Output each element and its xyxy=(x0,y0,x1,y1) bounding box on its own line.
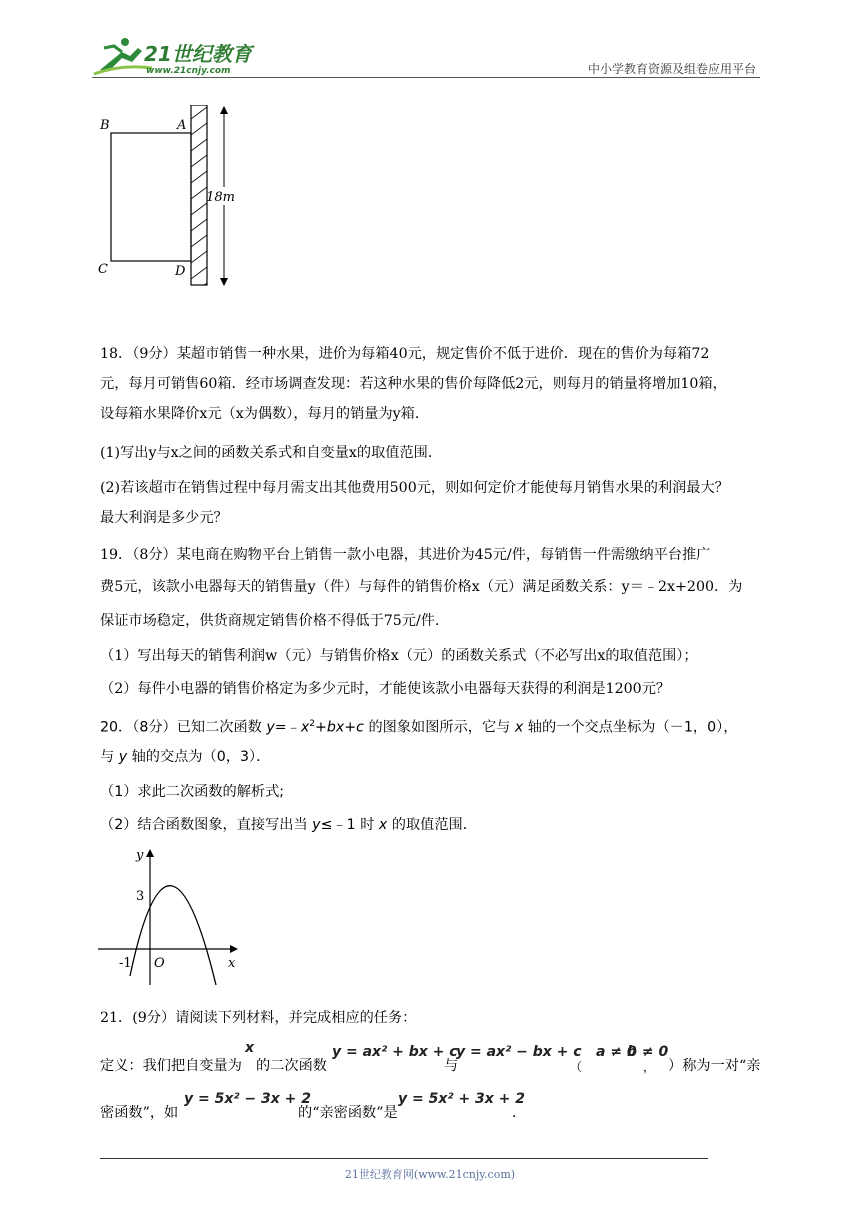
q18-line-6: 最大利润是多少元？ xyxy=(100,510,228,526)
q19-line-3: 保证市场稳定，供货商规定销售价格不得低于75元/件． xyxy=(100,613,450,629)
wall xyxy=(191,105,207,285)
q21-line-3-start: 密函数”，如 xyxy=(100,1105,179,1121)
wall-hatching xyxy=(191,107,207,295)
formula-4: y = 5x² + 3x + 2 xyxy=(398,1091,525,1107)
header-divider xyxy=(92,77,760,78)
footer-text: 21世纪教育网(www.21cnjy.com) xyxy=(344,1168,516,1181)
x-axis-arrow-icon xyxy=(230,945,238,953)
page-header xyxy=(92,30,760,78)
label-a: A xyxy=(177,118,187,133)
condition-a: a ≠ 0 xyxy=(596,1044,637,1060)
label-y: y xyxy=(136,848,144,863)
q19-line-1: 19．（8分）某电商在购物平台上销售一款小电器，其进价为45元/件，每销售一件需缴纳平台推广 xyxy=(100,547,711,563)
condition-b: b ≠ 0 xyxy=(627,1044,669,1060)
formula-3: y = 5x² − 3x + 2 xyxy=(184,1091,311,1107)
fence-wall-figure xyxy=(95,105,245,300)
q20-line-2: 与 y 轴的交点为（0，3）． xyxy=(100,749,271,765)
q21-line-3-mid: 的“亲密函数”是 xyxy=(298,1105,398,1121)
arrow-down-icon xyxy=(220,278,228,286)
paren-comma: ， xyxy=(643,1060,656,1074)
logo-url: www.21cnjy.com xyxy=(146,66,231,76)
label-3: 3 xyxy=(136,889,145,904)
formula-2: y = ax² − bx + c xyxy=(456,1044,582,1060)
formula-1: y = ax² + bx + c xyxy=(332,1044,458,1060)
dimension-label: 18m xyxy=(206,190,235,205)
q19-line-4: （1）写出每天的销售利润w（元）与销售价格x（元）的函数关系式（不必写出x的取值范围）； xyxy=(100,648,698,664)
q20-line-3: （1）求此二次函数的解析式; xyxy=(100,784,285,800)
fence-rectangle xyxy=(111,133,191,261)
q21-line-2-mid1: 的二次函数 xyxy=(256,1058,327,1074)
logo xyxy=(92,34,262,76)
label-d: D xyxy=(175,264,186,279)
platform-name: 中小学教育资源及组卷应用平台 xyxy=(587,62,756,76)
q21-line-2-mid2: 与 xyxy=(444,1058,459,1074)
q19-line-5: （2）每件小电器的销售价格定为多少元时，才能使该款小电器每天获得的利润是1200元？ xyxy=(100,681,671,697)
q19-line-2: 费5元，该款小电器每天的销售量y（件）与每件的销售价格x（元）满足函数关系：y＝﹣2x+200．为 xyxy=(100,579,743,595)
q18-line-4: (1)写出y与x之间的函数关系式和自变量x的取值范围． xyxy=(100,445,443,461)
arrow-up-icon xyxy=(220,106,228,114)
q20-line-1: 20．（8分）已知二次函数 $y=﹣x^2+bx+c$ 的图象如图所示，它与 x 轴的一个交点坐标为（－1，0）， xyxy=(100,719,738,736)
label-c: C xyxy=(98,262,108,277)
q21-line-3-end: ． xyxy=(512,1105,527,1121)
logo-text: 21世纪教育 xyxy=(144,42,252,66)
label-neg1: -1 xyxy=(119,956,132,971)
label-origin: O xyxy=(154,956,165,971)
q21-line-1: 21．(9分）请阅读下列材料，并完成相应的任务： xyxy=(100,1010,417,1026)
q18-line-5: (2)若该超市在销售过程中每月需支出其他费用500元，则如何定价才能使每月销售水果的利润最大？ xyxy=(100,480,729,496)
q21-line-2-end: ）称为一对“亲 xyxy=(668,1058,761,1074)
var-x: x xyxy=(245,1040,255,1056)
q18-line-3: 设每箱水果降价x元（x为偶数），每月的销量为y箱． xyxy=(100,406,430,422)
parabola-graph xyxy=(92,843,252,995)
y-axis-arrow-icon xyxy=(146,849,154,857)
q20-line-4: （2）结合函数图象，直接写出当 y≤﹣1 时 x 的取值范围． xyxy=(100,817,477,833)
label-x: x xyxy=(228,956,236,971)
q18-line-1: 18．（9分）某超市销售一种水果，进价为每箱40元，规定售价不低于进价．现在的售价为每箱72 xyxy=(100,346,710,362)
label-b: B xyxy=(100,118,110,133)
q21-line-2-start: 定义：我们把自变量为 xyxy=(100,1058,242,1074)
q18-line-2: 元，每月可销售60箱．经市场调查发现：若这种水果的售价每降低2元，则每月的销量将增加10箱， xyxy=(100,376,727,392)
paren-open: （ xyxy=(570,1060,583,1074)
footer-divider xyxy=(100,1158,708,1159)
